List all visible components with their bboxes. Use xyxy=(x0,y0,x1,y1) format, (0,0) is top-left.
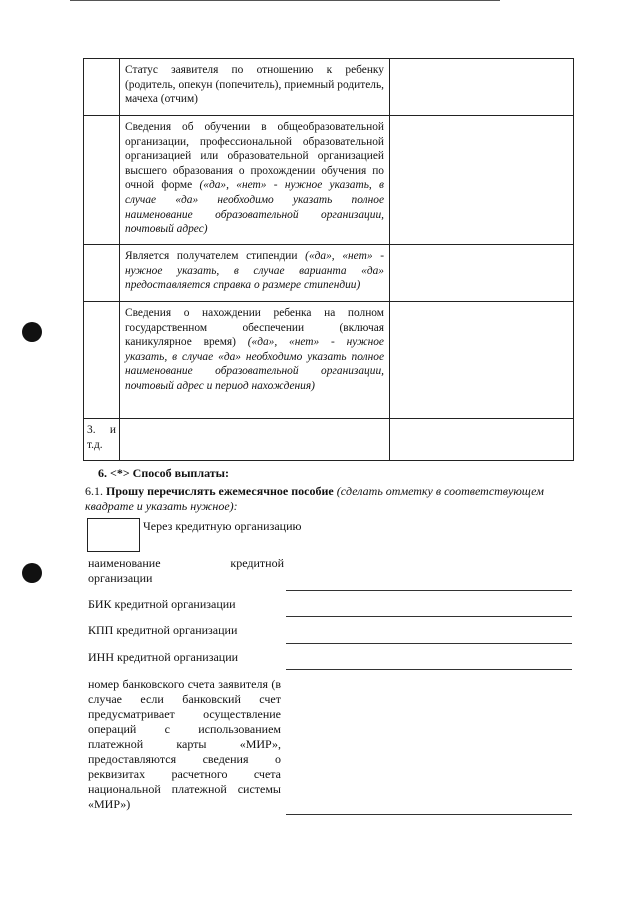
account-number-input-line[interactable] xyxy=(286,814,572,815)
bank-name-input-line[interactable] xyxy=(286,590,572,591)
p61-bold-text: Прошу перечислять ежемесячное пособие xyxy=(106,484,334,498)
row-label-note: («да», «нет» - нужное указать, в случае «да» необходимо указать полное наименование образовательной организации, почтовый адрес и период нахождения) xyxy=(125,336,384,392)
field-label-inn: ИНН кредитной организации xyxy=(88,650,239,664)
row-label-cell xyxy=(120,59,390,116)
field-label-kpp: КПП кредитной организации xyxy=(88,623,238,637)
row-label-text: Является получателем стипендии xyxy=(125,250,306,262)
section-6-heading: 6. <*> Способ выплаты: xyxy=(98,466,230,480)
row-label-text: Статус заявителя по отношению к ребенку (родитель, опекун (попечитель), приемный родитель, мачеха (отчим) xyxy=(125,64,384,106)
row-label-cell xyxy=(120,245,390,302)
row-label-text: Сведения о нахождении ребенка на полном государственном обеспечении (включая каникулярное время) xyxy=(125,307,384,349)
row-value-cell[interactable] xyxy=(390,419,574,461)
child-info-table xyxy=(83,58,574,461)
row-label-cell xyxy=(120,302,390,419)
binder-hole xyxy=(22,563,42,583)
top-divider xyxy=(70,0,500,1)
inn-input-line[interactable] xyxy=(286,669,572,670)
row-label-text: Сведения об обучении в общеобразовательной организации, профессиональной образовательной организацией или образовательной организацией высшего образования о прохождении обучения по очной форме xyxy=(125,121,384,192)
row-number-cell: 3. и т.д. xyxy=(84,419,120,461)
row-number-cell xyxy=(84,302,120,419)
bik-input-line[interactable] xyxy=(286,616,572,617)
credit-org-checkbox[interactable] xyxy=(87,518,140,552)
table-row xyxy=(84,59,574,116)
row-value-cell[interactable] xyxy=(390,116,574,245)
table-row xyxy=(84,419,574,461)
row-value-cell[interactable] xyxy=(390,59,574,116)
row-value-cell[interactable] xyxy=(390,245,574,302)
kpp-input-line[interactable] xyxy=(286,643,572,644)
field-label-account-number: номер банковского счета заявителя (в случае если банковский счет предусматривает осуществление операций с использованием платежной карты «МИР», предоставляются сведения о реквизитах расчетного счета национальной платежной системы «МИР») xyxy=(88,677,281,811)
table-row xyxy=(84,116,574,245)
row-number-cell xyxy=(84,245,120,302)
section-6-1-paragraph xyxy=(85,484,590,513)
p61-italic-text: (сделать отметку в соответствующем квадрате и указать нужное): xyxy=(85,484,544,513)
row-number-cell xyxy=(84,116,120,245)
row-label-cell[interactable] xyxy=(120,419,390,461)
p61-number: 6.1. xyxy=(85,484,106,498)
table-row xyxy=(84,302,574,419)
row-label-note: («да», «нет» - нужное указать, в случае «да» необходимо указать полное наименование образовательной организации, почтовый адрес) xyxy=(125,179,384,236)
binder-hole xyxy=(22,322,42,342)
row-label-note: («да», «нет» - нужное указать, в случае варианта «да» предоставляется справка о размере стипендии) xyxy=(125,250,384,292)
row-value-cell[interactable] xyxy=(390,302,574,419)
table-row xyxy=(84,245,574,302)
field-label-bik: БИК кредитной организации xyxy=(88,597,236,611)
credit-org-option-label: Через кредитную организацию xyxy=(143,519,302,533)
row-number-cell xyxy=(84,59,120,116)
row-label-cell xyxy=(120,116,390,245)
field-label-bank-name: наименование кредитной организации xyxy=(88,556,284,585)
